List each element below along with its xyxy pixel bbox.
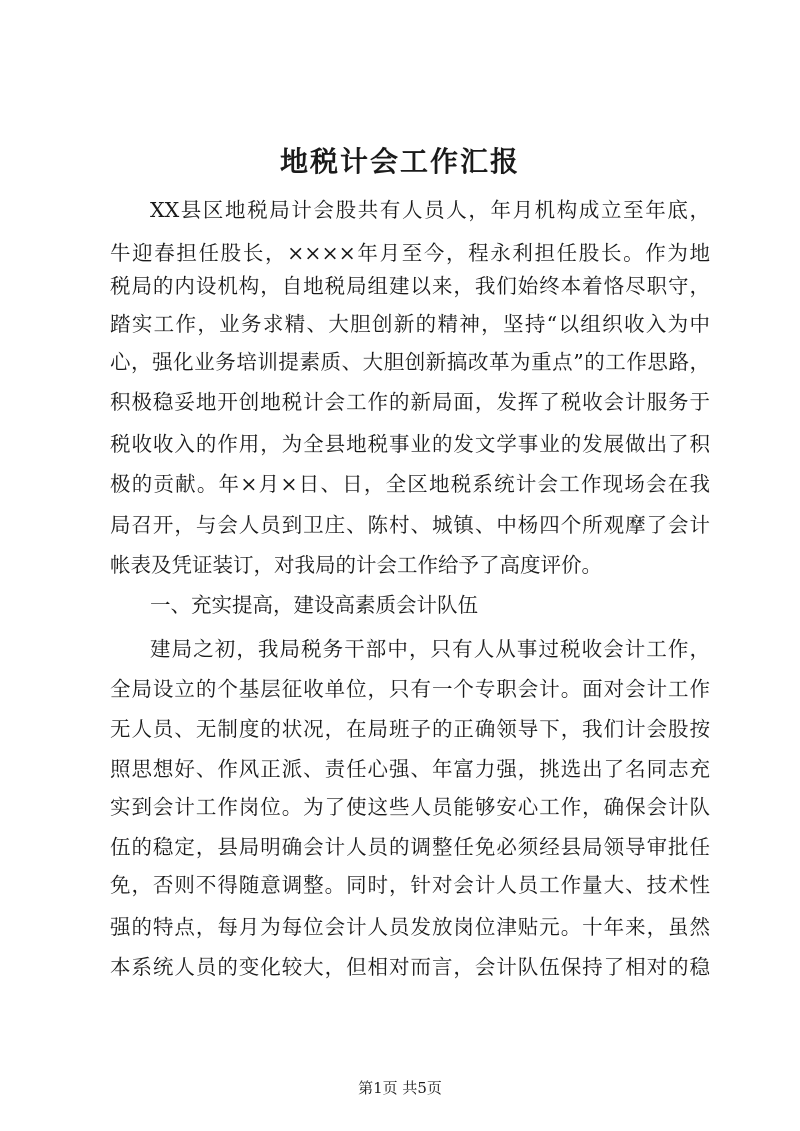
paragraph-2-line-3: 无人员、无制度的状况，在局班子的正确领导下，我们计会股按 [110,717,710,741]
paragraph-1-line-2: 牛迎春担任股长，××××年月至今，程永利担任股长。作为地 [110,241,710,265]
page-footer: 第1页 共5页 [358,1079,442,1097]
section-heading-1: 一、充实提高，建设高素质会计队伍 [150,593,478,617]
paragraph-1-line-9: 局召开，与会人员到卫庄、陈村、城镇、中杨四个所观摩了会计 [110,513,710,537]
document-title: 地税计会工作汇报 [279,145,520,178]
paragraph-2-line-1: 建局之初，我局税务干部中，只有人从事过税收会计工作， [150,637,710,661]
paragraph-1-line-5: 心，强化业务培训提素质、大胆创新搞改革为重点”的工作思路， [110,350,710,374]
paragraph-1-line-3: 税局的内设机构，自地税局组建以来，我们始终本着恪尽职守， [110,274,710,298]
paragraph-2-line-4: 照思想好、作风正派、责任心强、年富力强，挑选出了名同志充 [110,757,710,781]
paragraph-2-line-9: 本系统人员的变化较大，但相对而言，会计队伍保持了相对的稳 [110,955,710,979]
paragraph-1-line-1: XX县区地税局计会股共有人员人，年月机构成立至年底， [150,198,710,222]
paragraph-2-line-6: 伍的稳定，县局明确会计人员的调整任免必须经县局领导审批任 [110,835,710,859]
paragraph-2-line-2: 全局设立的个基层征收单位，只有一个专职会计。面对会计工作 [110,677,710,701]
paragraph-1-line-8: 极的贡献。年×月×日、日，全区地税系统计会工作现场会在我 [110,472,710,496]
paragraph-1-line-10: 帐表及凭证装订，对我局的计会工作给予了高度评价。 [110,553,602,577]
paragraph-1-line-7: 税收收入的作用，为全县地税事业的发文学事业的发展做出了积 [110,432,710,456]
paragraph-2-line-8: 强的特点，每月为每位会计人员发放岗位津贴元。十年来，虽然 [110,915,710,939]
paragraph-2-line-5: 实到会计工作岗位。为了使这些人员能够安心工作，确保会计队 [110,795,710,819]
paragraph-2-line-7: 免，否则不得随意调整。同时，针对会计人员工作量大、技术性 [110,873,710,897]
paragraph-1-line-6: 积极稳妥地开创地税计会工作的新局面，发挥了税收会计服务于 [110,390,710,414]
paragraph-1-line-4: 踏实工作，业务求精、大胆创新的精神，坚持“以组织收入为中 [110,312,710,336]
